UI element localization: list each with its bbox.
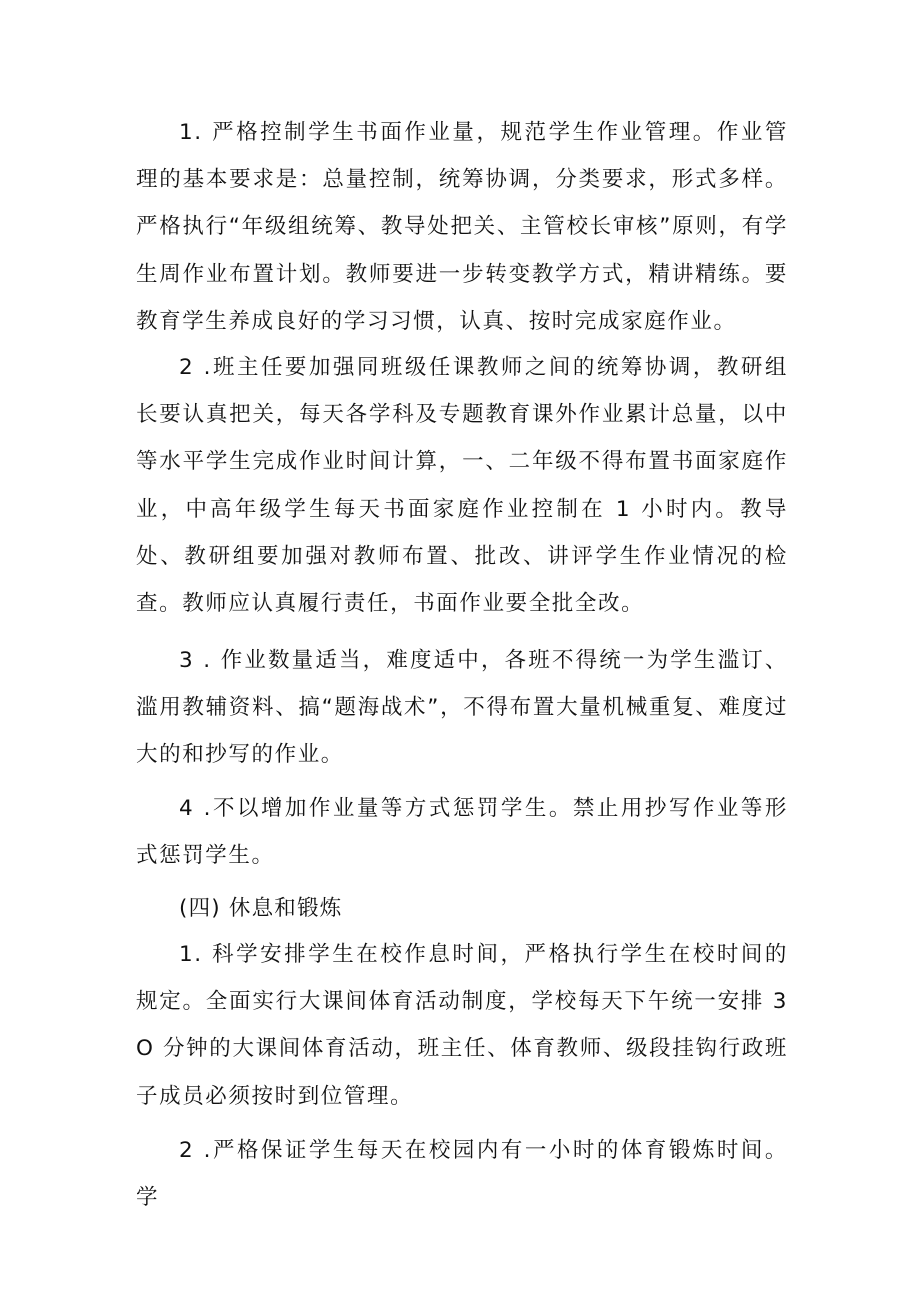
paragraph-no-punishment: 4 .不以增加作业量等方式惩罚学生。禁止用抄写作业等形式惩罚学生。	[136, 796, 788, 869]
paragraph-homework-quantity: 3 . 作业数量适当，难度适中，各班不得统一为学生滥订、滥用教辅资料、搞“题海战术”，不得布置大量机械重复、难度过大的和抄写的作业。	[136, 648, 788, 768]
paragraph-exercise-time: 2 .严格保证学生每天在校园内有一小时的体育锻炼时间。学	[136, 1138, 788, 1211]
paragraph-homework-control: 1. 严格控制学生书面作业量，规范学生作业管理。作业管理的基本要求是：总量控制，统筹协调，分类要求，形式多样。严格执行“年级组统筹、教导处把关、主管校长审核”原则，有学生周作业布置计划。教师要进一步转变教学方式，精讲精练。要教育学生养成良好的学习习惯，认真、按时完成家庭作业。	[136, 120, 788, 334]
section-heading-rest-exercise: (四) 休息和锻炼	[179, 896, 343, 921]
paragraph-class-teacher-coordination: 2 .班主任要加强同班级任课教师之间的统筹协调，教研组长要认真把关，每天各学科及专题教育课外作业累计总量，以中等水平学生完成作业时间计算，一、二年级不得布置书面家庭作业，中高年级学生每天书面家庭作业控制在 1 小时内。教导处、教研组要加强对教师布置、批改、讲评学生作业情况的检查。教师应认真履行责任，书面作业要全批全改。	[136, 355, 788, 617]
paragraph-rest-schedule: 1. 科学安排学生在校作息时间，严格执行学生在校时间的规定。全面实行大课间体育活动制度，学校每天下午统一安排 3O 分钟的大课间体育活动，班主任、体育教师、级段挂钩行政班子成员必须按时到位管理。	[136, 942, 788, 1109]
